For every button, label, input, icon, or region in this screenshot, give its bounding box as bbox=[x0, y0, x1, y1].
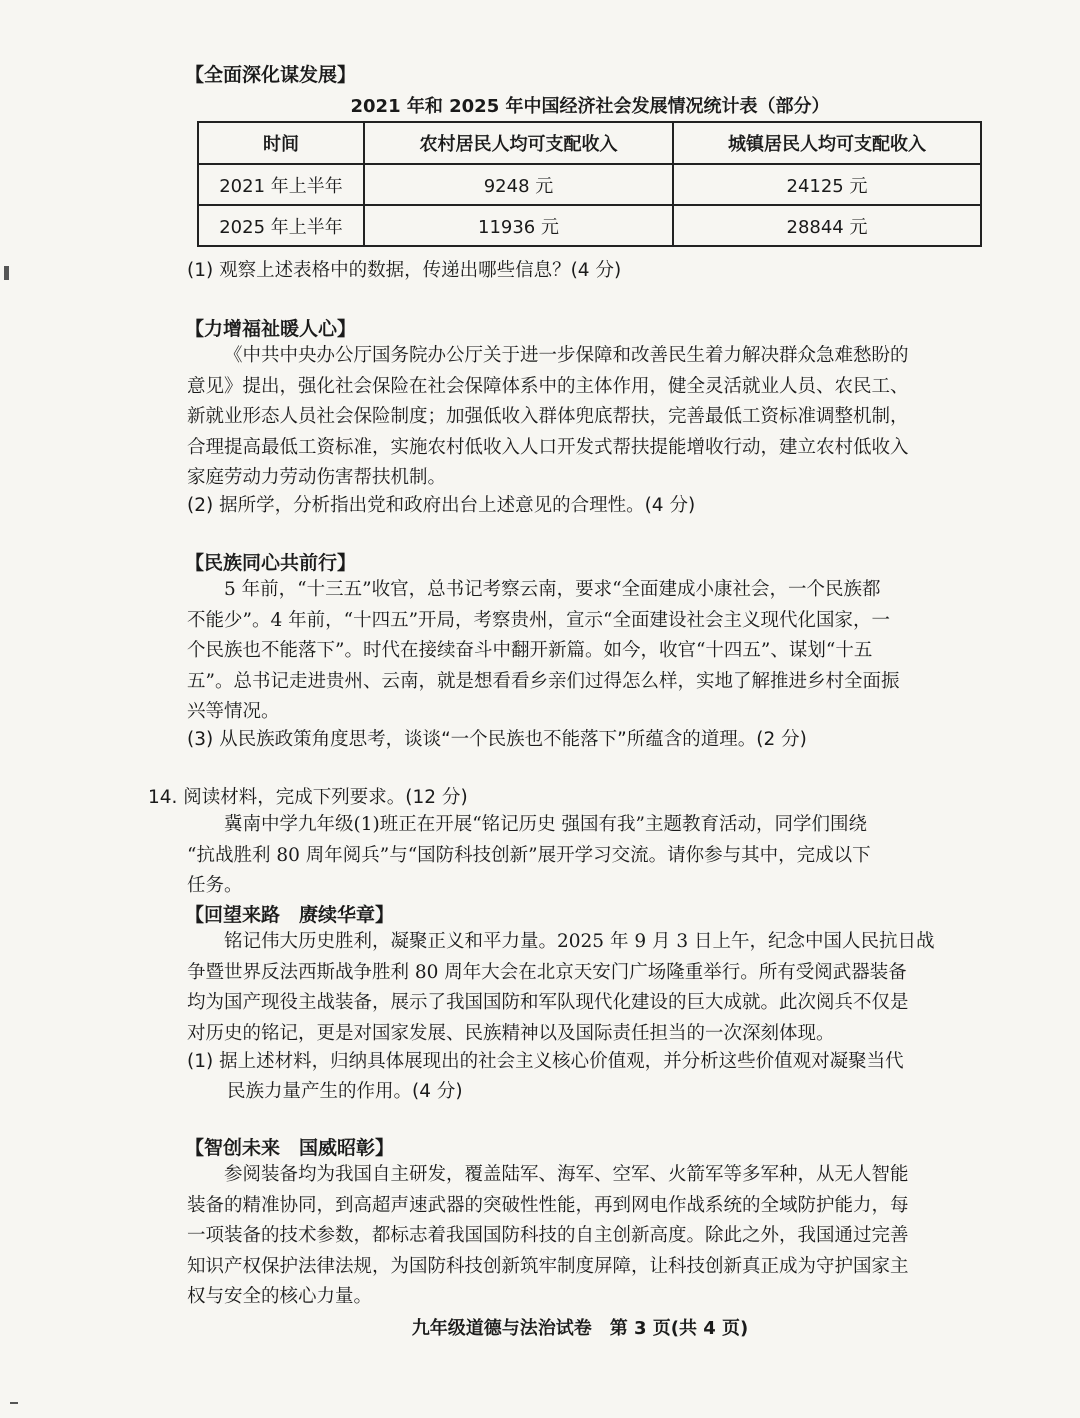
question-14-intro bbox=[187, 810, 871, 902]
section3-paragraph bbox=[187, 575, 899, 728]
paragraph-line: 争暨世界反法西斯战争胜利 80 周年大会在北京天安门广场隆重举行。所有受阅武器装备 bbox=[187, 961, 907, 983]
paragraph-line: 一项装备的技术参数，都标志着我国国防科技的自主创新高度。除此之外，我国通过完善 bbox=[187, 1225, 909, 1246]
paragraph-line: 兴等情况。 bbox=[187, 701, 280, 722]
paragraph-line: 权与安全的核心力量。 bbox=[187, 1286, 373, 1307]
paragraph-line: “抗战胜利 80 周年阅兵”与“国防科技创新”展开学习交流。请你参与其中，完成以下 bbox=[187, 844, 871, 866]
paragraph-line: 5 年前，“十三五”收官，总书记考察云南，要求“全面建成小康社会，一个民族都 bbox=[224, 579, 881, 600]
page-footer: 九年级道德与法治试卷 第 3 页(共 4 页) bbox=[411, 1318, 749, 1339]
question-14-title: 14. 阅读材料，完成下列要求。(12 分) bbox=[148, 787, 468, 808]
section1-heading: 【全面深化谋发展】 bbox=[185, 64, 357, 86]
q14-sub2-paragraph bbox=[187, 1160, 909, 1313]
statistics-table bbox=[197, 121, 982, 247]
table-header-cell: 时间 bbox=[198, 122, 364, 164]
paragraph-line: 家庭劳动力劳动伤害帮扶机制。 bbox=[187, 467, 447, 488]
table-row bbox=[198, 205, 981, 246]
paragraph-line: 冀南中学九年级(1)班正在开展“铭记历史 强国有我”主题教育活动，同学们围绕 bbox=[224, 814, 868, 835]
paragraph-line: 对历史的铭记，更是对国家发展、民族精神以及国际责任担当的一次深刻体现。 bbox=[187, 1022, 835, 1044]
table-header-row bbox=[198, 122, 981, 164]
question-2: (2) 据所学，分析指出党和政府出台上述意见的合理性。(4 分) bbox=[187, 495, 696, 516]
q14-question-1 bbox=[187, 1047, 904, 1107]
paragraph-line: 个民族也不能落下”。时代在接续奋斗中翻开新篇。如今，收官“十四五”、谋划“十五 bbox=[187, 640, 873, 661]
paragraph-line: 铭记伟大历史胜利，凝聚正义和平力量。2025 年 9 月 3 日上午，纪念中国人民抗日战 bbox=[224, 931, 935, 952]
q14-sub2-heading: 【智创未来 国威昭彰】 bbox=[185, 1137, 395, 1159]
paragraph-line: 五”。总书记走进贵州、云南，就是想看看乡亲们过得怎么样，实地了解推进乡村全面振 bbox=[187, 670, 900, 692]
table-cell: 2021 年上半年 bbox=[198, 164, 364, 205]
paragraph-line: 《中共中央办公厅国务院办公厅关于进一步保障和改善民生着力解决群众急难愁盼的 bbox=[224, 345, 909, 366]
table-cell: 28844 元 bbox=[673, 205, 981, 246]
q14-sub1-heading: 【回望来路 赓续华章】 bbox=[185, 904, 395, 926]
table-row bbox=[198, 164, 981, 205]
table-title: 2021 年和 2025 年中国经济社会发展情况统计表（部分） bbox=[350, 96, 830, 117]
paragraph-line: 均为国产现役主战装备，展示了我国国防和军队现代化建设的巨大成就。此次阅兵不仅是 bbox=[187, 992, 909, 1013]
table-cell: 2025 年上半年 bbox=[198, 205, 364, 246]
paragraph-line: 知识产权保护法律法规，为国防科技创新筑牢制度屏障，让科技创新真正成为守护国家主 bbox=[187, 1255, 909, 1277]
section2-heading: 【力增福祉暖人心】 bbox=[185, 318, 357, 340]
scan-mark-bottom bbox=[10, 1402, 18, 1404]
table-header-cell: 城镇居民人均可支配收入 bbox=[673, 122, 981, 164]
q14-sub1-paragraph bbox=[187, 927, 935, 1049]
paragraph-line: 装备的精准协同，到高超声速武器的突破性性能，再到网电作战系统的全域防护能力，每 bbox=[187, 1194, 909, 1216]
paragraph-line: 合理提高最低工资标准，实施农村低收入人口开发式帮扶提能增收行动，建立农村低收入 bbox=[187, 436, 909, 458]
paragraph-line: 意见》提出，强化社会保险在社会保障体系中的主体作用，健全灵活就业人员、农民工、 bbox=[187, 375, 909, 397]
question-1: (1) 观察上述表格中的数据，传递出哪些信息？(4 分) bbox=[187, 260, 622, 281]
paragraph-line: 新就业形态人员社会保险制度；加强低收入群体兜底帮扶，完善最低工资标准调整机制， bbox=[187, 406, 909, 427]
scan-mark bbox=[4, 266, 9, 280]
section3-heading: 【民族同心共前行】 bbox=[185, 552, 357, 574]
question-3: (3) 从民族政策角度思考，谈谈“一个民族也不能落下”所蕴含的道理。(2 分) bbox=[187, 729, 807, 750]
table-cell: 11936 元 bbox=[364, 205, 673, 246]
table-header-cell: 农村居民人均可支配收入 bbox=[364, 122, 673, 164]
table-cell: 9248 元 bbox=[364, 164, 673, 205]
paragraph-line: 参阅装备均为我国自主研发，覆盖陆军、海军、空军、火箭军等多军种，从无人智能 bbox=[224, 1164, 909, 1185]
paragraph-line: 不能少”。4 年前，“十四五”开局，考察贵州，宣示“全面建设社会主义现代化国家，一 bbox=[187, 609, 890, 631]
section2-paragraph bbox=[187, 341, 909, 494]
question-line: (1) 据上述材料，归纳具体展现出的社会主义核心价值观，并分析这些价值观对凝聚当代 bbox=[187, 1051, 904, 1072]
paragraph-line: 任务。 bbox=[187, 875, 243, 896]
table-cell: 24125 元 bbox=[673, 164, 981, 205]
question-line: 民族力量产生的作用。(4 分) bbox=[227, 1081, 463, 1102]
